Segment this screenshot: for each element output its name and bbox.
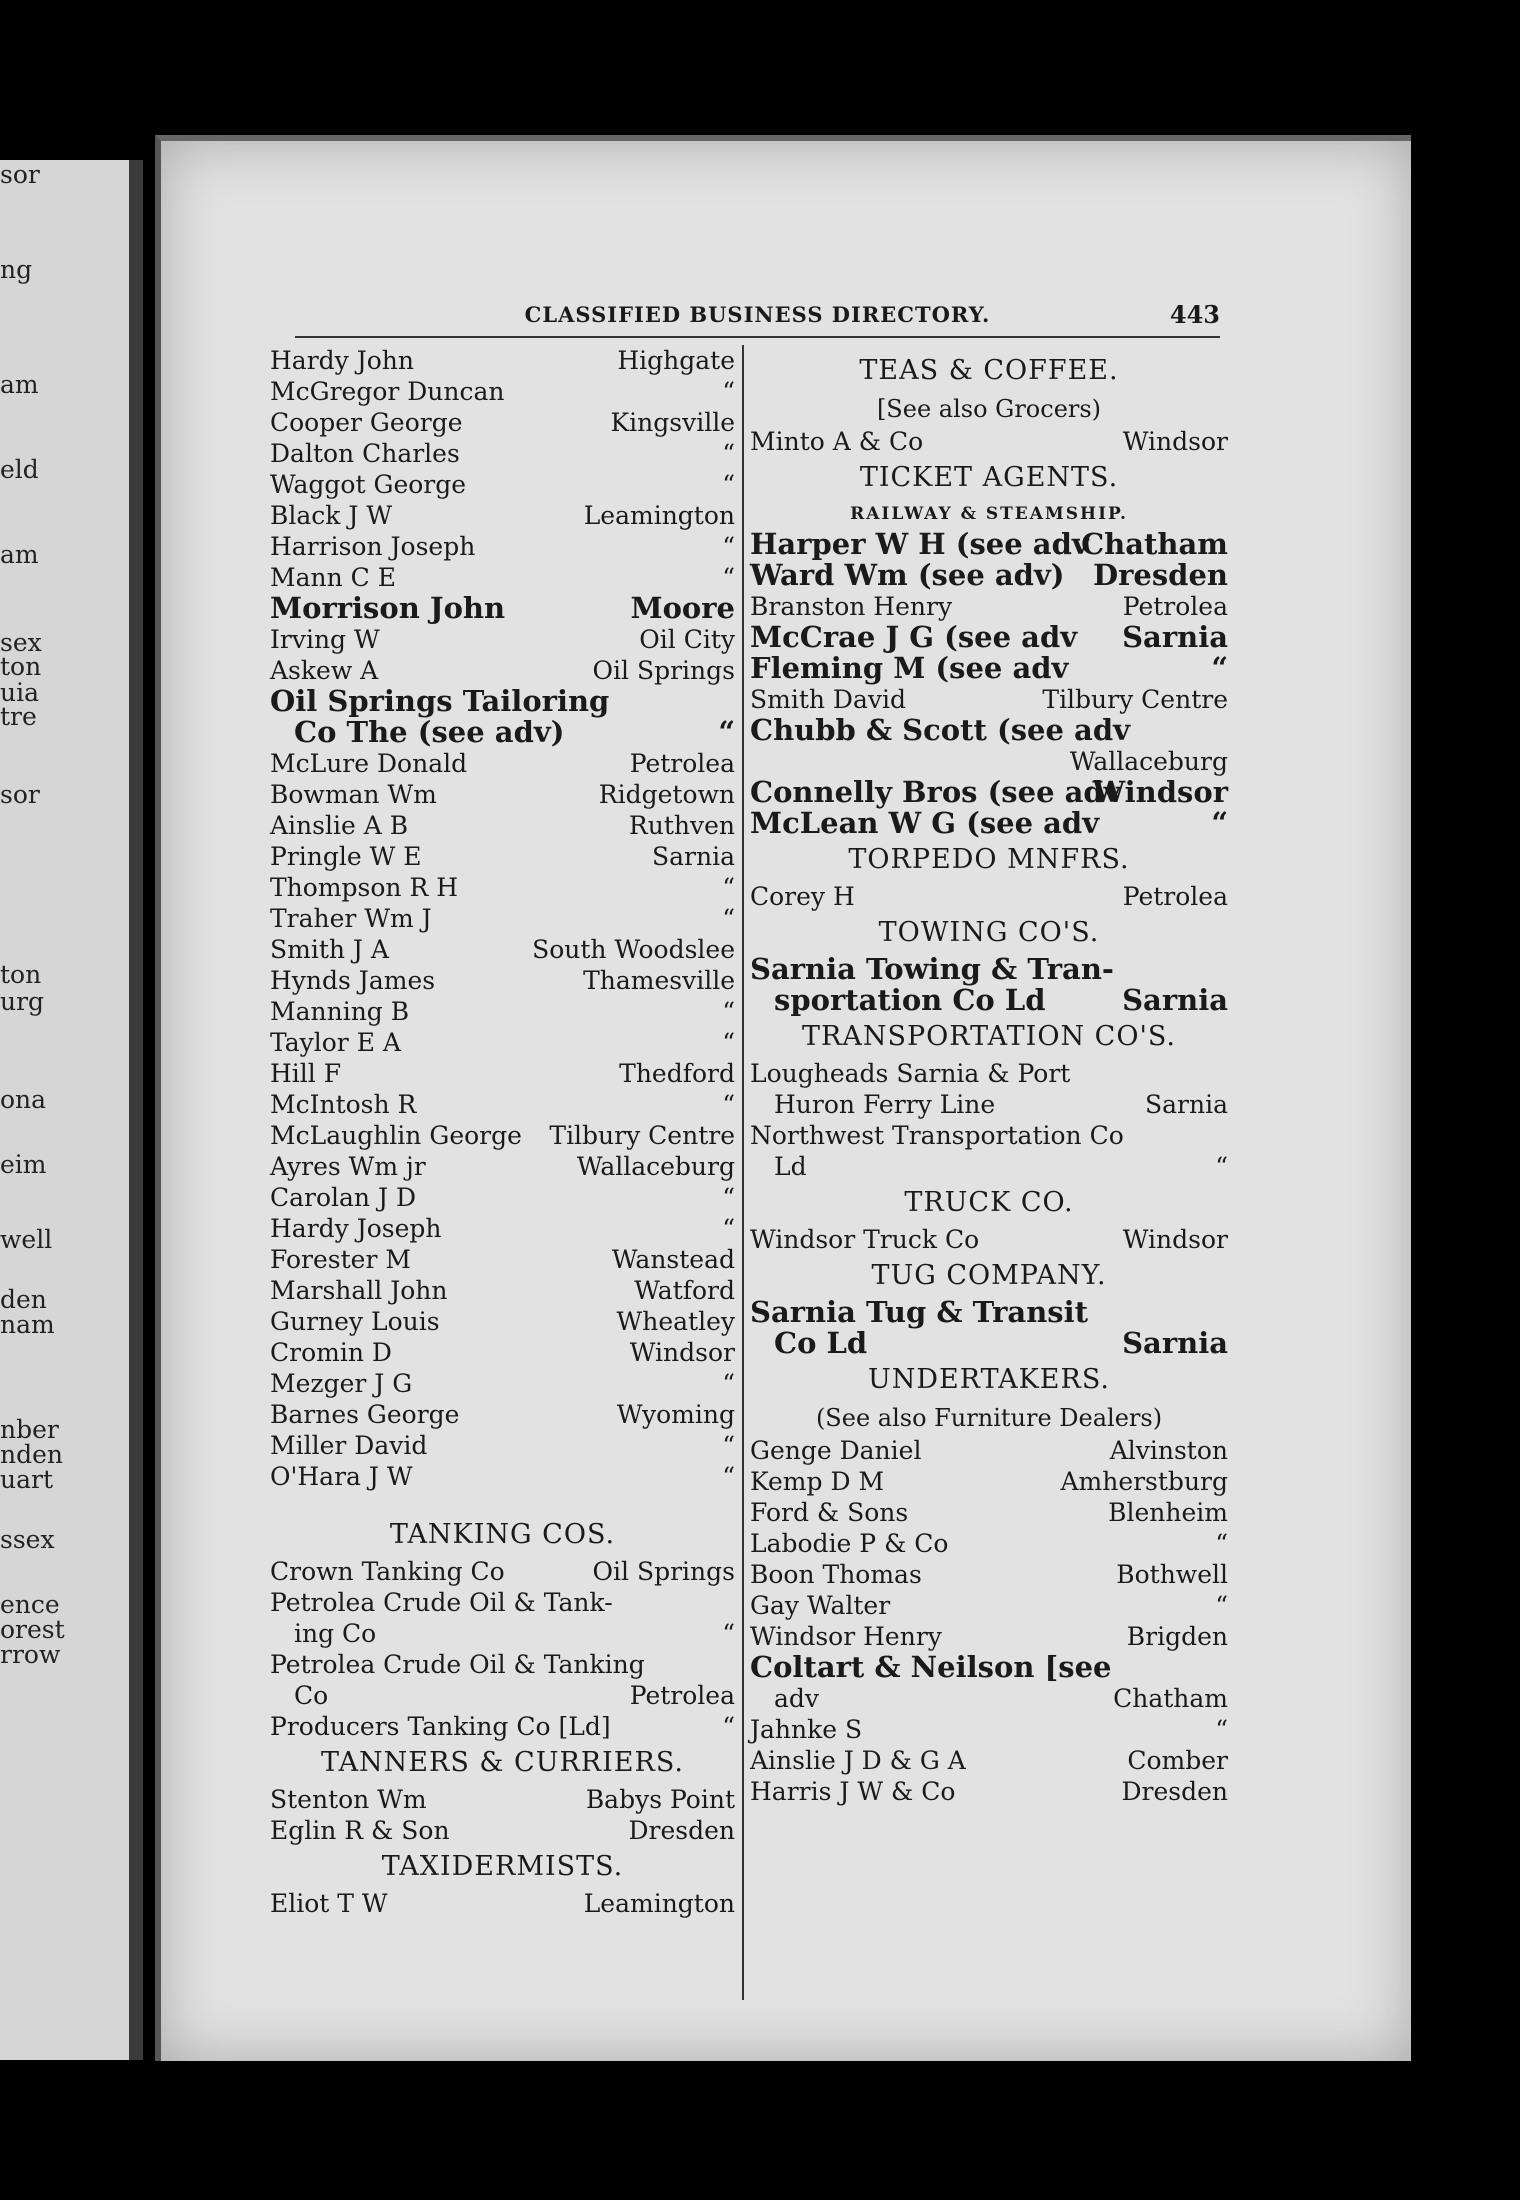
section-heading: TAXIDERMISTS. [381, 1851, 624, 1882]
directory-entry [270, 1618, 735, 1649]
entry-place: Sarnia [1122, 620, 1228, 654]
directory-entry [270, 376, 735, 407]
directory-entry [270, 1213, 735, 1244]
directory-entry [270, 562, 735, 593]
entry-name: Harper W H (see adv [750, 527, 1089, 561]
entry-place: Petrolea [1122, 882, 1228, 911]
section-heading: TORPEDO MNFRS. [848, 844, 1130, 875]
facing-page-fragment: nam [0, 1310, 55, 1339]
entry-name: Co Ld [774, 1326, 868, 1360]
entry-place: Thedford [619, 1059, 735, 1088]
section-subheading: [See also Grocers) [876, 395, 1102, 423]
entry-place: “ [1215, 1591, 1228, 1620]
section-heading: TOWING CO'S. [878, 917, 1100, 948]
directory-entry [750, 1151, 1228, 1182]
entry-name: Ld [774, 1152, 807, 1181]
entry-place: Chatham [1081, 527, 1228, 561]
entry-name: Cooper George [270, 408, 463, 437]
directory-entry [270, 1784, 735, 1815]
entry-name: Smith J A [270, 935, 389, 964]
entry-place: Brigden [1126, 1622, 1228, 1651]
entry-place: South Woodslee [532, 935, 735, 964]
entry-name: Oil Springs Tailoring [270, 684, 610, 718]
entry-place: Thamesville [583, 966, 735, 995]
directory-entry [750, 715, 1228, 746]
directory-entry [270, 407, 735, 438]
entry-place: “ [722, 873, 735, 902]
entry-name: Minto A & Co [750, 427, 924, 456]
section-heading: TANNERS & CURRIERS. [321, 1747, 684, 1778]
entry-place: “ [722, 1712, 735, 1741]
directory-entry [750, 684, 1228, 715]
directory-entry [750, 881, 1228, 912]
directory-entry [750, 1435, 1228, 1466]
entry-name: Black J W [270, 501, 393, 530]
directory-entry [270, 1244, 735, 1275]
entry-place: “ [722, 1369, 735, 1398]
page-gutter [129, 160, 143, 2060]
entry-place: Dresden [1092, 558, 1228, 592]
entry-name: Mann C E [270, 563, 396, 592]
right-column [750, 350, 1228, 1807]
entry-place: Alvinston [1109, 1436, 1228, 1465]
section-heading: TANKING COS. [389, 1519, 616, 1550]
entry-name: Connelly Bros (see adv [750, 775, 1121, 809]
directory-entry [750, 591, 1228, 622]
facing-page-fragment: well [0, 1225, 53, 1254]
entry-place: “ [1215, 1715, 1228, 1744]
entry-name: Co [294, 1681, 329, 1710]
entry-place: Ruthven [628, 811, 735, 840]
entry-place: “ [722, 377, 735, 406]
entry-place: Tilbury Centre [549, 1121, 735, 1150]
entry-name: Co The (see adv) [294, 715, 565, 749]
directory-entry [750, 1328, 1228, 1359]
directory-entry [750, 529, 1228, 560]
entry-name: Gurney Louis [270, 1307, 440, 1336]
directory-entry [270, 934, 735, 965]
directory-entry [750, 1590, 1228, 1621]
entry-place: Petrolea [629, 749, 735, 778]
directory-entry [750, 1559, 1228, 1590]
entry-place: Leamington [583, 501, 735, 530]
entry-name: Crown Tanking Co [270, 1557, 505, 1586]
directory-entry [270, 1151, 735, 1182]
entry-place: Sarnia [652, 842, 735, 871]
entry-place: Windsor [1092, 775, 1228, 809]
section-heading: TRUCK CO. [904, 1187, 1074, 1218]
entry-place: Moore [630, 591, 735, 625]
facing-page-fragment: ton [0, 652, 42, 681]
entry-place: Amherstburg [1060, 1467, 1228, 1496]
entry-name: Ainslie A B [270, 811, 409, 840]
facing-page-fragment: orest [0, 1615, 65, 1644]
entry-place: “ [722, 470, 735, 499]
facing-page-fragment: sor [0, 160, 40, 189]
entry-name: McIntosh R [270, 1090, 417, 1119]
entry-place: Kingsville [610, 408, 735, 437]
section-heading: TEAS & COFFEE. [859, 355, 1119, 386]
entry-place: “ [722, 1028, 735, 1057]
directory-entry [270, 1815, 735, 1846]
entry-name: Harris J W & Co [750, 1777, 956, 1806]
entry-name: Ayres Wm jr [270, 1152, 426, 1181]
facing-page-fragment: eim [0, 1150, 47, 1179]
entry-name: Harrison Joseph [270, 532, 476, 561]
entry-name: Eliot T W [270, 1889, 388, 1918]
directory-entry [270, 1058, 735, 1089]
entry-name: O'Hara J W [270, 1462, 413, 1491]
facing-page-fragment: am [0, 370, 39, 399]
directory-entry [270, 717, 735, 748]
directory-entry [270, 903, 735, 934]
entry-name: Windsor Truck Co [750, 1225, 980, 1254]
facing-page-fragment: ona [0, 1085, 47, 1114]
facing-page-fragment: tre [0, 702, 37, 731]
entry-name: Boon Thomas [750, 1560, 922, 1589]
entry-place: “ [1215, 1152, 1228, 1181]
section-heading: TRANSPORTATION CO'S. [801, 1021, 1177, 1052]
entry-name: Barnes George [270, 1400, 460, 1429]
entry-name: Ainslie J D & G A [750, 1746, 966, 1775]
directory-entry [270, 965, 735, 996]
entry-name: Kemp D M [750, 1467, 885, 1496]
directory-entry [750, 1497, 1228, 1528]
entry-place: “ [722, 563, 735, 592]
facing-page-fragment: eld [0, 455, 39, 484]
directory-entry [750, 746, 1228, 777]
entry-place: Oil Springs [592, 1557, 735, 1586]
entry-place: Sarnia [1145, 1090, 1228, 1119]
entry-name: Coltart & Neilson [see [750, 1650, 1112, 1684]
directory-entry [750, 1714, 1228, 1745]
directory-entry [270, 1888, 735, 1919]
entry-place: Wyoming [616, 1400, 735, 1429]
entry-name: Thompson R H [270, 873, 459, 902]
entry-name: Marshall John [270, 1276, 448, 1305]
entry-place: “ [1215, 1529, 1228, 1558]
entry-place: Watford [634, 1276, 735, 1305]
entry-place: “ [722, 1090, 735, 1119]
entry-name: McLure Donald [270, 749, 468, 778]
entry-place: Wallaceburg [576, 1152, 735, 1181]
entry-name: Manning B [270, 997, 410, 1026]
running-title: CLASSIFIED BUSINESS DIRECTORY. [524, 302, 991, 327]
directory-entry [750, 653, 1228, 684]
directory-entry [270, 345, 735, 376]
entry-place: Bothwell [1116, 1560, 1228, 1589]
entry-name: Carolan J D [270, 1183, 416, 1212]
entry-name: Hynds James [270, 966, 436, 995]
entry-name: Bowman Wm [270, 780, 437, 809]
page-header [295, 300, 1220, 338]
directory-entry [750, 1297, 1228, 1328]
entry-name: Waggot George [270, 470, 467, 499]
directory-entry [270, 1275, 735, 1306]
directory-entry [270, 1027, 735, 1058]
directory-entry [750, 1224, 1228, 1255]
entry-name: ing Co [294, 1619, 377, 1648]
entry-name: McGregor Duncan [270, 377, 505, 406]
entry-place: Wheatley [616, 1307, 735, 1336]
directory-entry [750, 560, 1228, 591]
entry-name: Hill F [270, 1059, 342, 1088]
entry-name: Labodie P & Co [750, 1529, 949, 1558]
entry-place: “ [722, 1214, 735, 1243]
entry-name: Sarnia Tug & Transit [750, 1295, 1089, 1329]
facing-page-fragment: ence [0, 1590, 60, 1619]
entry-place: Petrolea [1122, 592, 1228, 621]
entry-name: Eglin R & Son [270, 1816, 450, 1845]
entry-name: Corey H [750, 882, 855, 911]
entry-name: Lougheads Sarnia & Port [750, 1059, 1071, 1088]
directory-entry [270, 1461, 735, 1492]
entry-place: “ [722, 997, 735, 1026]
facing-page-fragment: uart [0, 1465, 54, 1494]
entry-name: Stenton Wm [270, 1785, 427, 1814]
directory-entry [270, 872, 735, 903]
entry-place: Leamington [583, 1889, 735, 1918]
directory-entry [270, 686, 735, 717]
entry-place: “ [1211, 806, 1228, 840]
entry-place: “ [722, 1431, 735, 1460]
entry-place: “ [722, 1462, 735, 1491]
directory-entry [750, 1745, 1228, 1776]
entry-place: Babys Point [585, 1785, 735, 1814]
directory-entry [270, 1649, 735, 1680]
entry-name: Fleming M (see adv [750, 651, 1069, 685]
entry-name: Ford & Sons [750, 1498, 909, 1527]
facing-page-fragment: am [0, 540, 39, 569]
directory-entry [270, 624, 735, 655]
entry-place: Oil Springs [592, 656, 735, 685]
directory-entry [750, 954, 1228, 985]
facing-page-fragment: nden [0, 1440, 64, 1469]
page-number: 443 [1169, 300, 1220, 329]
facing-page-fragment: sex [0, 628, 42, 657]
directory-entry [270, 655, 735, 686]
entry-name: Jahnke S [750, 1715, 863, 1744]
facing-page-fragment: ton [0, 960, 42, 989]
directory-entry [750, 1528, 1228, 1559]
entry-place: Oil City [639, 625, 735, 654]
directory-entry [270, 1680, 735, 1711]
entry-place: Wallaceburg [1069, 747, 1228, 776]
directory-entry [270, 841, 735, 872]
directory-entry [750, 1058, 1228, 1089]
entry-place: Windsor [1122, 1225, 1228, 1254]
directory-entry [270, 748, 735, 779]
directory-entry [270, 593, 735, 624]
section-heading: TICKET AGENTS. [859, 462, 1119, 493]
directory-entry [270, 1120, 735, 1151]
entry-name: Mezger J G [270, 1369, 413, 1398]
entry-place: Petrolea [629, 1681, 735, 1710]
directory-entry [750, 1120, 1228, 1151]
facing-page-edge [0, 160, 135, 2060]
directory-entry [750, 1621, 1228, 1652]
entry-name: Sarnia Towing & Tran- [750, 952, 1114, 986]
entry-name: McLaughlin George [270, 1121, 522, 1150]
entry-place: Dresden [1121, 1777, 1228, 1806]
entry-name: Chubb & Scott (see adv [750, 713, 1130, 747]
directory-entry [750, 808, 1228, 839]
entry-place: Dresden [628, 1816, 735, 1845]
directory-entry [270, 1556, 735, 1587]
left-column [270, 345, 735, 1919]
entry-name: Northwest Transportation Co [750, 1121, 1124, 1150]
entry-place: Comber [1127, 1746, 1228, 1775]
directory-entry [750, 1466, 1228, 1497]
directory-entry [750, 1683, 1228, 1714]
directory-entry [750, 622, 1228, 653]
facing-page-fragment: sor [0, 780, 40, 809]
entry-place: Tilbury Centre [1042, 685, 1228, 714]
directory-entry [270, 1306, 735, 1337]
facing-page-fragment: ssex [0, 1525, 55, 1554]
directory-entry [270, 500, 735, 531]
facing-page-fragment: urg [0, 987, 45, 1016]
entry-name: Windsor Henry [750, 1622, 942, 1651]
entry-name: Morrison John [270, 591, 506, 625]
directory-entry [270, 996, 735, 1027]
entry-name: Askew A [270, 656, 379, 685]
entry-name: Irving W [270, 625, 380, 654]
entry-name: Taylor E A [270, 1028, 401, 1057]
directory-entry [750, 1652, 1228, 1683]
entry-place: “ [722, 1619, 735, 1648]
entry-place: Windsor [1122, 427, 1228, 456]
section-heading: TUG COMPANY. [871, 1260, 1107, 1291]
entry-place: Blenheim [1108, 1498, 1228, 1527]
entry-name: Producers Tanking Co [Ld] [270, 1712, 611, 1741]
directory-entry [270, 1089, 735, 1120]
entry-place: “ [722, 1183, 735, 1212]
entry-name: Petrolea Crude Oil & Tanking [270, 1650, 645, 1679]
entry-name: Ward Wm (see adv) [750, 558, 1065, 592]
entry-place: Ridgetown [598, 780, 735, 809]
entry-place: Highgate [617, 346, 735, 375]
entry-place: Sarnia [1122, 983, 1228, 1017]
entry-place: “ [718, 715, 735, 749]
entry-name: Traher Wm J [270, 904, 432, 933]
entry-name: McCrae J G (see adv [750, 620, 1078, 654]
directory-entry [270, 779, 735, 810]
entry-name: Miller David [270, 1431, 428, 1460]
directory-entry [750, 777, 1228, 808]
facing-page-fragment: den [0, 1285, 47, 1314]
directory-entry [750, 1089, 1228, 1120]
entry-name: McLean W G (see adv [750, 806, 1100, 840]
directory-entry [270, 810, 735, 841]
facing-page-fragment: uia [0, 678, 40, 707]
directory-entry [270, 1430, 735, 1461]
entry-name: Huron Ferry Line [774, 1090, 996, 1119]
directory-entry [270, 1399, 735, 1430]
entry-name: sportation Co Ld [774, 983, 1046, 1017]
entry-name: Gay Walter [750, 1591, 891, 1620]
entry-name: Cromin D [270, 1338, 392, 1367]
section-subheading: (See also Furniture Dealers) [815, 1404, 1163, 1432]
entry-place: “ [722, 439, 735, 468]
directory-entry [270, 469, 735, 500]
facing-page-fragment: nber [0, 1415, 59, 1444]
directory-entry [270, 531, 735, 562]
entry-place: Chatham [1113, 1684, 1228, 1713]
entry-place: Wanstead [611, 1245, 735, 1274]
entry-name: Smith David [750, 685, 906, 714]
directory-entry [750, 985, 1228, 1016]
section-heading: UNDERTAKERS. [868, 1364, 1110, 1395]
entry-place: Windsor [629, 1338, 735, 1367]
entry-name: Branston Henry [750, 592, 953, 621]
entry-name: Petrolea Crude Oil & Tank- [270, 1588, 613, 1617]
entry-place: “ [1211, 651, 1228, 685]
entry-place: Sarnia [1122, 1326, 1228, 1360]
entry-place: “ [722, 532, 735, 561]
section-subheading: RAILWAY & STEAMSHIP. [850, 504, 1128, 524]
directory-entry [270, 1711, 735, 1742]
entry-name: adv [774, 1684, 820, 1713]
entry-name: Hardy Joseph [270, 1214, 442, 1243]
facing-page-fragment: ng [0, 255, 33, 284]
facing-page-fragment: rrow [0, 1640, 61, 1669]
column-divider [742, 345, 744, 2000]
entry-name: Dalton Charles [270, 439, 460, 468]
directory-entry [270, 438, 735, 469]
entry-name: Genge Daniel [750, 1436, 922, 1465]
entry-place: “ [722, 904, 735, 933]
directory-entry [750, 1776, 1228, 1807]
directory-entry [270, 1587, 735, 1618]
directory-entry [270, 1368, 735, 1399]
entry-name: Hardy John [270, 346, 415, 375]
entry-name: Pringle W E [270, 842, 422, 871]
directory-entry [270, 1182, 735, 1213]
entry-name: Forester M [270, 1245, 411, 1274]
directory-entry [750, 426, 1228, 457]
directory-entry [270, 1337, 735, 1368]
